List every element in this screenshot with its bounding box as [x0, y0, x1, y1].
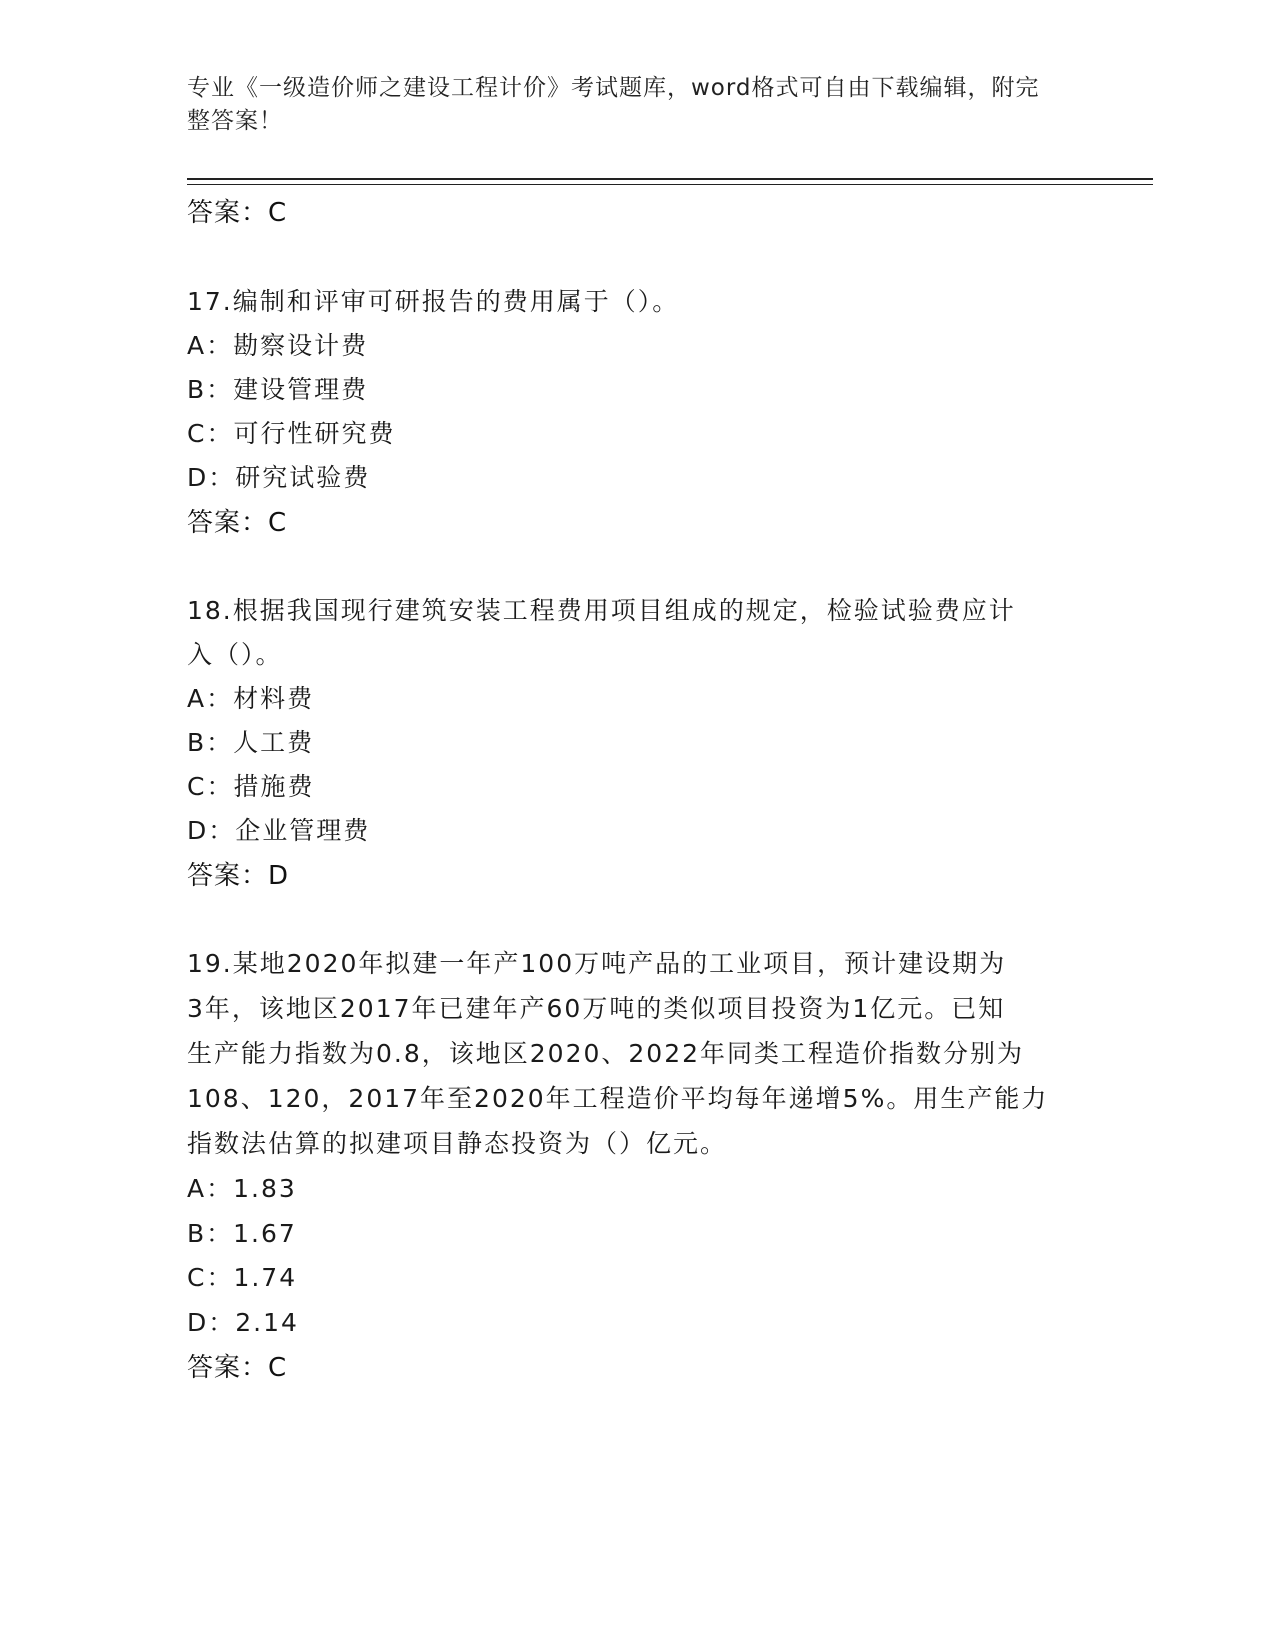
question-18-option-b: B：人工费 — [187, 728, 315, 757]
question-17-option-a: A：勘察设计费 — [187, 331, 369, 360]
question-17-stem: 17.编制和评审可研报告的费用属于（）。 — [187, 287, 680, 316]
question-19-option-c: C：1.74 — [187, 1263, 298, 1292]
header-rule-thin — [187, 184, 1153, 185]
previous-answer: 答案：C — [187, 198, 288, 228]
question-18-stem-line-1: 18.根据我国现行建筑安装工程费用项目组成的规定，检验试验费应计 — [187, 596, 1016, 625]
question-18-option-c: C：措施费 — [187, 772, 315, 801]
question-19-stem-line-3: 生产能力指数为0.8，该地区2020、2022年同类工程造价指数分别为 — [187, 1039, 1025, 1068]
question-19-stem-line-5: 指数法估算的拟建项目静态投资为（）亿元。 — [187, 1129, 728, 1158]
question-19-option-d: D：2.14 — [187, 1308, 299, 1337]
header-line-2: 整答案！ — [187, 108, 283, 134]
header-line-1: 专业《一级造价师之建设工程计价》考试题库，word格式可自由下载编辑，附完 — [187, 75, 1040, 101]
question-18-answer: 答案：D — [187, 861, 290, 891]
question-17-option-c: C：可行性研究费 — [187, 419, 396, 448]
question-17-option-b: B：建设管理费 — [187, 375, 369, 404]
question-19-answer: 答案：C — [187, 1353, 288, 1383]
question-19-stem-line-2: 3年，该地区2017年已建年产60万吨的类似项目投资为1亿元。已知 — [187, 994, 1006, 1023]
question-19-option-a: A：1.83 — [187, 1174, 297, 1203]
question-19-stem-line-4: 108、120，2017年至2020年工程造价平均每年递增5%。用生产能力 — [187, 1084, 1049, 1113]
question-18-option-a: A：材料费 — [187, 684, 315, 713]
question-17-option-d: D：研究试验费 — [187, 463, 371, 492]
question-18-stem-line-2: 入（）。 — [187, 640, 283, 669]
question-17-answer: 答案：C — [187, 508, 288, 538]
question-18-option-d: D：企业管理费 — [187, 816, 371, 845]
document-header — [187, 72, 1067, 138]
header-rule-thick — [187, 178, 1153, 180]
question-19-stem-line-1: 19.某地2020年拟建一年产100万吨产品的工业项目，预计建设期为 — [187, 949, 1007, 978]
question-19-option-b: B：1.67 — [187, 1219, 297, 1248]
